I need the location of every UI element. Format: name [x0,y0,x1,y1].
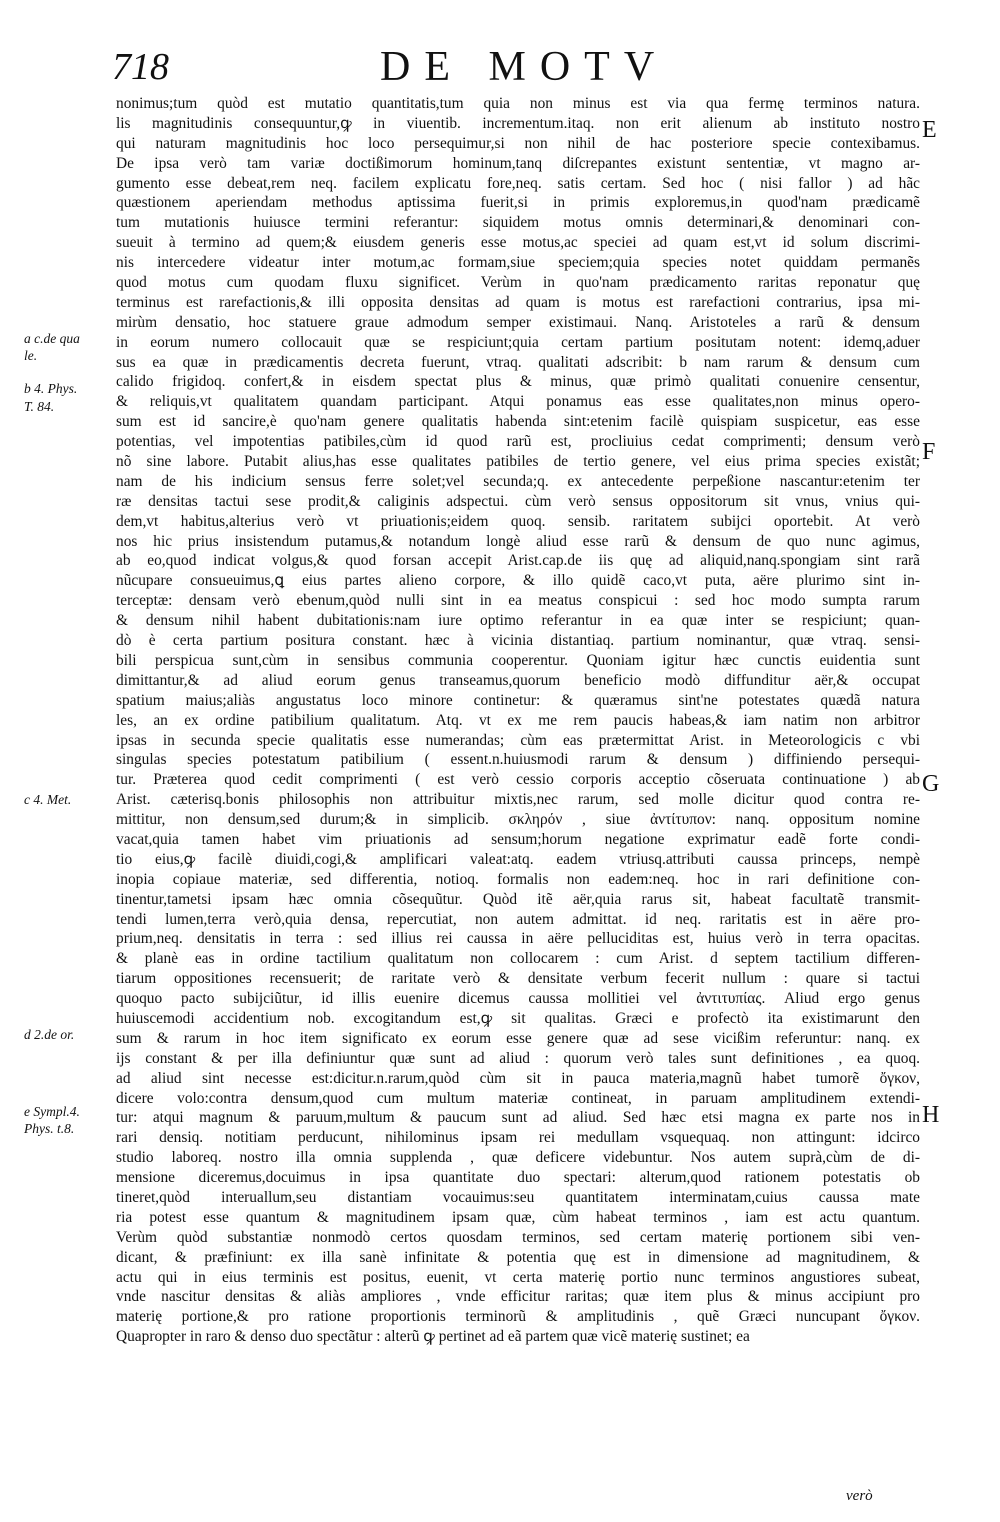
text-line: terminus est rarefactionis,& illi opposita densitas ad quam is motus est rarefactioni contrarius, ipsa mi- [116,293,920,311]
text-line: materię portione,& pro ratione proportionis terminorũ & amplitudinis , quẽ Græci nuncupant ὄγκον. [116,1308,920,1326]
text-line: potentias, vel impotentias patibiles,cùm id quod rarũ est, procliuius cedat comprimenti; densum verò [116,433,920,451]
text-line: inopia copiaue materiæ, sed differentia, notioq. formalis non eadem:neq. hoc in rari definitione con- [116,870,920,888]
text-line: tendi lumen,terra verò,quia densa, repercutiat, non autem admittat. id neq. raritatis est in aëre pro- [116,910,920,928]
text-line: rari densiq. notitiam perducunt, nihilominus ipsam rei medullam vsquequaq. non attingunt: idcirco [116,1129,920,1147]
text-line: nis intercedere videatur inter motum,ac formam,siue speciem;quia species notet quiddam permanẽs [116,254,920,272]
body-text [116,94,920,1347]
text-line: & planè eas in ordine tactilium qualitatum non collocarem : cum Arist. d septem tactilium differen- [116,950,920,968]
text-line: mirùm densatio, hoc statuere graue admodum semper existimaui. Nanq. Aristoteles a rarũ & densum [116,313,920,331]
page-number: 718 [112,46,169,88]
text-line: vacat,quia tamen habet vim priuationis ad sensum;horum negatione exprimatur eadẽ forte condi- [116,830,920,848]
text-line: vnde nascitur densitas & aliàs ampliores , vnde efficitur raritas; quæ item plus & minus accipiunt pro [116,1288,920,1306]
text-line: nõ sine labore. Putabit alius,has esse qualitates patibiles de tertio genere, vel eius prima species existãt; [116,453,920,471]
text-line: tio eius,ꝙ facilè diuidi,cogi,& amplificari valeat:atq. eadem vtriusq.attributi caussa princeps, nempè [116,850,920,868]
section-letter: E [922,117,937,143]
text-line: mensione diceremus,docuimus in ipsa quantitate duo spectari: alterum,quod rationem potestatis ob [116,1169,920,1187]
text-line: mittitur, non densum,sed durum;& in simplicib. σκληρόν , siue ἀντίτυπον: nanq. oppositum nomine [116,811,920,829]
text-line: tiarum oppositiones recensuerit; de raritate verò & densitate verbum fecerit nullum : quare si tactui [116,970,920,988]
text-line: tur: atqui magnum & paruum,multum & paucum sunt ad aliud. Sed hæc etsi magna ex parte nos in [116,1109,920,1127]
text-line: tinentur,tametsi ipsam hæc omnia cõsequũtur. Quòd itẽ aër,quia rarus sit, habeat facultatẽ transmit- [116,890,920,908]
text-line: sum & rarum in hoc item significato ex eorum esse genere quæ ad sese vicißim referuntur: nanq. ex [116,1029,920,1047]
text-line: huiuscemodi accidentium nob. excogitandum est,ꝙ sit qualitas. Græci e profectò ita existimarunt den [116,1009,920,1027]
text-line: nam de his indicium sensus ferre solet;vel secunda;q. ex antecedente perpeßione nascantur:etenim ter [116,472,920,490]
text-line: & reliquis,vt qualitatem quandam participant. Atqui ponamus eas esse qualitates,non minus opero- [116,393,920,411]
text-line: nũcupare consueuimus,ꝗ eius partes alieno corpore, & illo quidẽ caco,vt puta, aëre plurimo sint in- [116,572,920,590]
text-line: gumento esse debeat,rem neq. facilem explicatu fore,neq. satis certam. Sed hoc ( nisi fallor ) ad hãc [116,174,920,192]
margin-note: a c.de qua [24,331,80,346]
text-line: quoquo pacto subijciũtur, id illis euenire dicemus caussa mollitiei vel ἀντιτυπίας. Aliud ergo genus [116,990,920,1008]
text-line: studio laboreq. nostro illa omnia supplenda , quæ deficere videbuntur. Nos autem suprà,cùm de di- [116,1149,920,1167]
text-line: ria potest esse quantum & magnitudinem ipsam quæ, cùm habeat terminos , iam est actu quantum. [116,1208,920,1226]
text-line: bili perspicua sunt,cùm in sensibus communia cooperentur. Quoniam igitur hæc cunctis euidentia sunt [116,651,920,669]
section-letter: F [922,439,936,465]
text-line: dicant, & præfiniunt: ex illa sanè infinitate & potentia quę est in dimensione ad magnitudinem, & [116,1248,920,1266]
text-line: dicere volo:contra densum,quod cum multum materiæ contineat, in paruam amplitudinem extendi- [116,1089,920,1107]
margin-note: Phys. t.8. [24,1121,75,1136]
text-line: les, an ex ordine patibilium qualitatum. Atq. vt ex me rem paucis habeas,& iam natim non arbitror [116,711,920,729]
text-line: nos hic prius insistendum putamus,& notandum longè aliud esse rarũ & densum de quo nunc agimus, [116,532,920,550]
running-head: DE MOTV [380,44,669,90]
text-line: singulas species potestatum patibilium ( essent.n.huiusmodi rarum & densum ) diffiniendo persequi- [116,751,920,769]
text-line: dò è certa partium positura constant. hæc à vicinia distantiaq. partium nominantur, quæ vtraq. sensi- [116,632,920,650]
text-line: & densum nihil habent dubitationis:nam iure optimo referantur in ea quæ inter se respiciunt; quan- [116,612,920,630]
text-line: spatium maius;aliàs angustatus loco minore continetur: & quæramus sint'ne potestates quædã natura [116,691,920,709]
text-line: terceptæ: densam verò ebenum,quòd nulli sint in ea meatus conspicui : sed hoc modo sumpta rarum [116,592,920,610]
section-letter: H [922,1102,940,1128]
margin-note: b 4. Phys. [24,381,78,396]
margin-note: c 4. Met. [24,792,72,807]
text-line: quæstionem aperiendam methodus aptissima fuerit,si in primis exploremus,in quod'nam prædicamẽ [116,194,920,212]
text-line: ijs constant & per illa definiuntur quæ sunt ad aliud : quorum verò tales sunt definitiones , ea quoq. [116,1049,920,1067]
text-line: dem,vt habitus,alterius verò vt priuationis;eidem quoq. sensib. raritatem subijci oportebit. At verò [116,512,920,530]
text-line: lis magnitudinis consequuntur,ꝙ in viuentib. incrementum.itaq. non erit alienum ab instituto nostro [116,114,920,132]
text-line: qui naturam magnitudinis hoc loco persequimur,si non nihil de hac posteriore specie contexibamus. [116,134,920,152]
margin-note: d 2.de or. [24,1027,75,1042]
text-line: actu qui in eius terminis est positus, euenit, vt certa materię portio nunc terminos angustiores subeat, [116,1268,920,1286]
section-letter: G [922,771,940,797]
text-line: calido frigidoq. confert,& in eisdem spectat plus & minus, quæ primò qualitati conuenire censentur, [116,373,920,391]
margin-note: e Sympl.4. [24,1104,80,1119]
text-line: ræ densitas tactui sese prodit,& caliginis adspectui. cùm verò sensus oppositorum sit vnus, vnius qui- [116,492,920,510]
catchword: verò [846,1488,873,1504]
margin-note: le. [24,348,38,363]
text-line: ipsas in secunda specie qualitatis esse numerandas; cùm eas prætermittat Arist. in Meteorologicis c vbi [116,731,920,749]
text-line: tur. Præterea quod cedit comprimenti ( est verò cessio corporis acceptio cõseruata continuatione ) ab [116,771,920,789]
text-line: ab eo,quod indicat volgus,& quod forsan accepit Arist.cap.de iis quę ad aliquid,nanq.spongiam sint rarã [116,552,920,570]
text-line: Arist. cæterisq.bonis philosophis non attribuitur mixtis,nec rarum, sed molle dicitur quod contra re- [116,791,920,809]
text-line: quod motus cum quodam fluxu significet. Verùm in quo'nam prædicamento raritas reponatur quę [116,274,920,292]
text-line: sum est id sancire,è quo'nam genere qualitatis habenda sint:etenim facilè quispiam suspicetur, eas esse [116,413,920,431]
text-line: dimittantur,& ad aliud eorum genus transeamus,quorum beneficio modò diffunditur aër,& occupat [116,671,920,689]
text-line: sus ea quæ in prædicamentis decreta fuerunt, vtraq. qualitati adscribit: b nam rarum & densum cum [116,353,920,371]
text-line: Quapropter in raro & denso duo spectãtur : alterũ ꝙ pertinet ad eã partem quæ vicẽ materię sustinet; ea [116,1328,750,1346]
text-line: tineret,quòd interuallum,seu distantiam vocauimus:seu quantitatem interminatam,cuius caussa mate [116,1188,920,1206]
text-line: Verùm quòd substantiæ nonmodò certos quosdam terminos, sed certam materię portionem sibi ven- [116,1228,920,1246]
text-line: in eorum numero collocauit quæ se respiciunt;quia certam partium positutam notent: idemq,aduer [116,333,920,351]
text-line: sueuit à termino ad quem;& eiusdem generis esse motus,ac speciei ad quam est,vt id solum discrimi- [116,234,920,252]
text-line: ad aliud sint necesse est:dicitur.n.rarum,quòd cùm sit in pauca materia,magnũ habet tumorẽ ὄγκον, [116,1069,920,1087]
text-line: prium,neq. densitatis in terra : sed illius rei caussa in aëre pelluciditas est, huius verò in terra opacitas. [116,930,920,948]
text-line: De ipsa verò tam variæ doctißimorum hominum,tanq diſcrepantes existunt sententiæ, vt magno ar- [116,154,920,172]
margin-note: T. 84. [24,399,55,414]
text-line: tum mutationis huiusce termini referantur: siquidem motus omnis determinari,& denominari con- [116,214,920,232]
text-line: nonimus;tum quòd est mutatio quantitatis,tum quia non minus est via qua fermę terminos natura. [116,95,920,112]
